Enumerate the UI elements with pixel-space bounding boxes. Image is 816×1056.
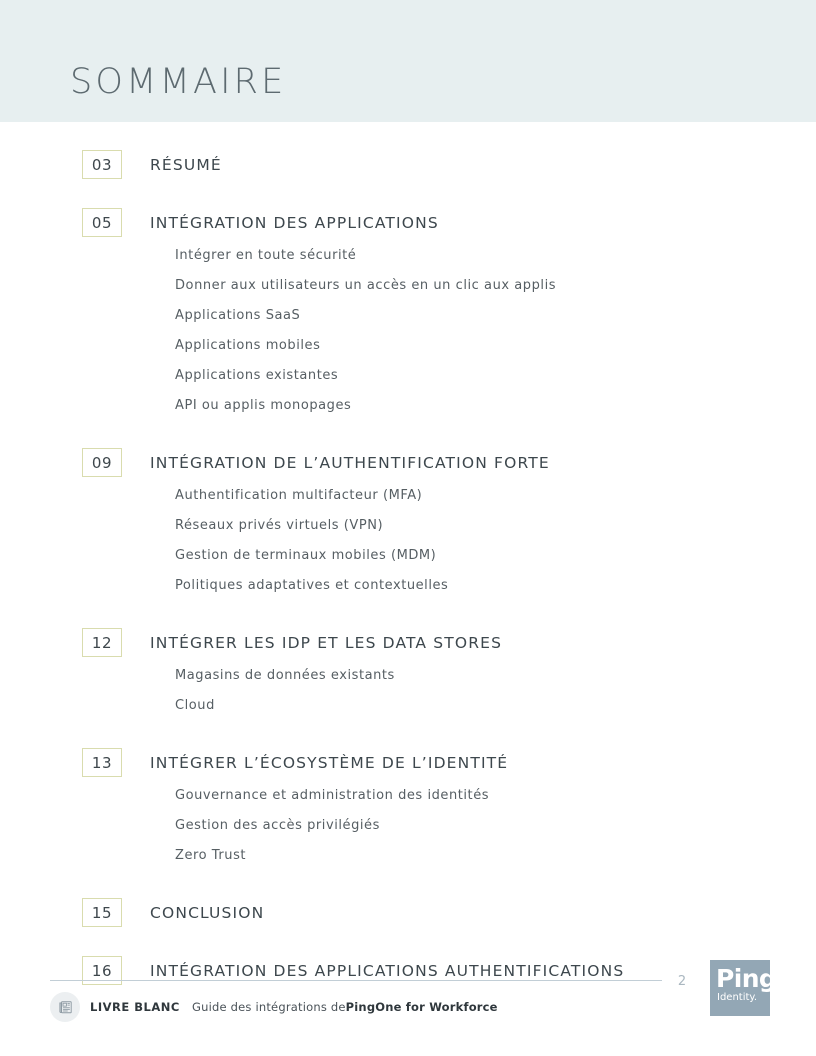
toc-subitem[interactable]: Applications SaaS	[175, 307, 301, 323]
toc-section-title[interactable]: INTÉGRATION DE L’AUTHENTIFICATION FORTE	[150, 453, 550, 472]
page-footer	[0, 960, 816, 1056]
table-of-contents	[0, 122, 816, 986]
toc-subitem[interactable]: Intégrer en toute sécurité	[175, 247, 357, 263]
page-title: SOMMAIRE	[70, 62, 287, 102]
toc-subitem[interactable]: Donner aux utilisateurs un accès en un clic aux applis	[175, 277, 557, 293]
ping-identity-logo	[710, 960, 777, 1016]
toc-subitem[interactable]: Zero Trust	[175, 847, 247, 863]
toc-section-row[interactable]	[0, 208, 816, 238]
footer-description-prefix: Guide des intégrations de	[192, 1000, 346, 1014]
footer-divider	[50, 980, 662, 981]
toc-section	[0, 898, 816, 928]
toc-subitem[interactable]: Applications mobiles	[175, 337, 321, 353]
toc-section	[0, 150, 816, 180]
toc-page-number-box: 16	[82, 956, 122, 985]
toc-page-number-box: 15	[82, 898, 122, 927]
logo-subtext: Identity.	[717, 992, 758, 1003]
toc-subitem[interactable]: Gestion de terminaux mobiles (MDM)	[175, 547, 437, 563]
toc-subitem[interactable]: Authentification multifacteur (MFA)	[175, 487, 423, 503]
footer-description-product: PingOne for Workforce	[345, 1000, 498, 1014]
toc-subitem-list	[0, 780, 816, 870]
toc-section-title[interactable]: INTÉGRER LES IDP ET LES DATA STORES	[150, 633, 503, 652]
toc-section-row[interactable]	[0, 150, 816, 180]
toc-subitem[interactable]: Politiques adaptatives et contextuelles	[175, 577, 449, 593]
toc-subitem[interactable]: Gouvernance et administration des identités	[175, 787, 490, 803]
page-number: 2	[677, 974, 687, 989]
toc-section-title[interactable]: INTÉGRATION DES APPLICATIONS	[150, 213, 439, 232]
toc-section	[0, 748, 816, 870]
footer-description	[192, 992, 498, 1022]
toc-subitem[interactable]: Cloud	[175, 697, 215, 713]
toc-subitem-list	[0, 660, 816, 720]
toc-page-number-box: 12	[82, 628, 122, 657]
toc-section-title[interactable]: RÉSUMÉ	[150, 155, 222, 174]
toc-subitem-list	[0, 480, 816, 600]
toc-section-row[interactable]	[0, 748, 816, 778]
toc-subitem[interactable]: Réseaux privés virtuels (VPN)	[175, 517, 384, 533]
footer-document-type: LIVRE BLANC	[90, 1000, 180, 1014]
newspaper-icon	[50, 992, 80, 1022]
toc-section	[0, 208, 816, 420]
toc-section-row[interactable]	[0, 448, 816, 478]
toc-subitem[interactable]: Applications existantes	[175, 367, 339, 383]
toc-subitem[interactable]: Magasins de données existants	[175, 667, 395, 683]
toc-section-row[interactable]	[0, 898, 816, 928]
toc-section	[0, 448, 816, 600]
toc-section-row[interactable]	[0, 628, 816, 658]
toc-section-title[interactable]: INTÉGRATION DES APPLICATIONS AUTHENTIFICATIONS	[150, 961, 625, 980]
toc-subitem-list	[0, 240, 816, 420]
toc-page-number-box: 09	[82, 448, 122, 477]
page-header-band	[0, 0, 816, 122]
toc-subitem[interactable]: API ou applis monopages	[175, 397, 352, 413]
toc-page-number-box: 05	[82, 208, 122, 237]
logo-wordmark: Ping	[716, 964, 777, 993]
toc-section-title[interactable]: INTÉGRER L’ÉCOSYSTÈME DE L’IDENTITÉ	[150, 753, 509, 772]
toc-page-number-box: 03	[82, 150, 122, 179]
toc-section-title[interactable]: CONCLUSION	[150, 903, 265, 922]
toc-subitem[interactable]: Gestion des accès privilégiés	[175, 817, 380, 833]
toc-page-number-box: 13	[82, 748, 122, 777]
toc-section	[0, 628, 816, 720]
